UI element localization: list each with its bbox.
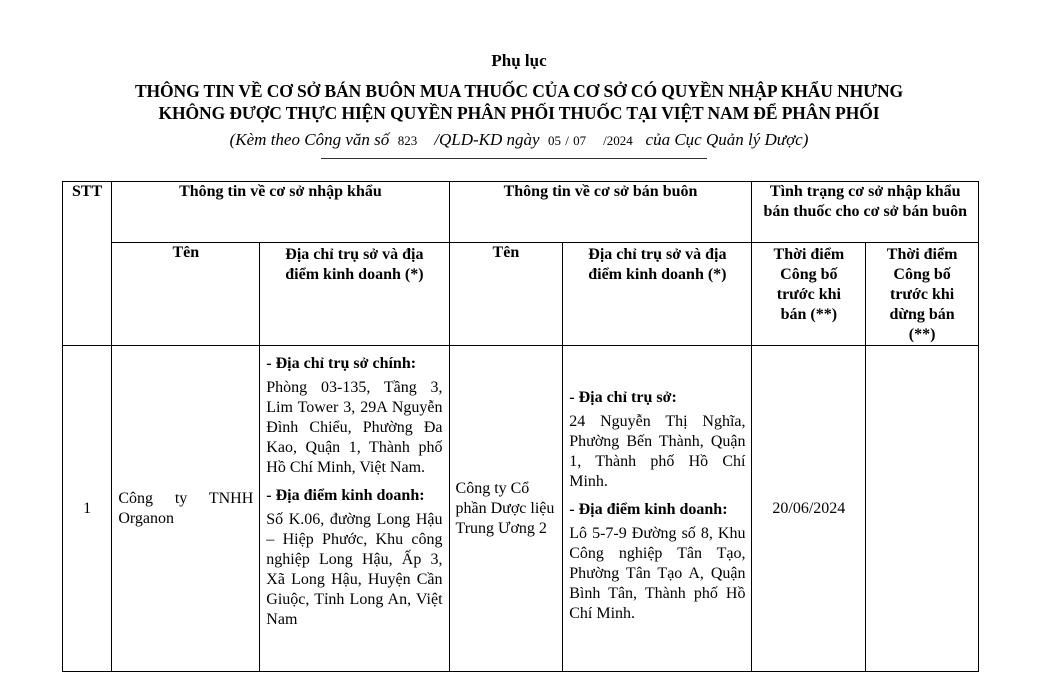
cell-wholesaler-name: Công ty Cổ phần Dược liệu Trung Ương 2: [449, 346, 563, 672]
cell-importer-address: [260, 346, 449, 672]
wholesaler-biz-address: Lô 5-7-9 Đường số 8, Khu Công nghiệp Tân Tạo, Phường Tân Tạo A, Quận Bình Tân, Thành phố Hồ Chí Minh.: [569, 524, 746, 622]
header-row-group: [63, 182, 979, 243]
title-line-1: THÔNG TIN VỀ CƠ SỞ BÁN BUÔN MUA THUỐC CỦA CƠ SỞ CÓ QUYỀN NHẬP KHẨU NHƯNG: [134, 81, 904, 101]
table-row: [63, 346, 979, 672]
doc-number: 823: [397, 133, 418, 148]
title-line-2: KHÔNG ĐƯỢC THỰC HIỆN QUYỀN PHÂN PHỐI THUỐC TẠI VIỆT NAM ĐỂ PHÂN PHỐI: [158, 103, 880, 123]
document-subtitle: [0, 130, 1038, 150]
header-stt: STT: [63, 182, 112, 346]
header-announce-before-sale: Thời điểm Công bố trước khi bán (**): [752, 243, 866, 346]
cell-announce-before-sale: 20/06/2024: [752, 346, 866, 672]
importer-biz-label: - Địa điểm kinh doanh:: [266, 487, 425, 504]
doc-day: 05: [548, 133, 562, 148]
subtitle-underline: [321, 158, 707, 159]
importer-hq-label: - Địa chỉ trụ sở chính:: [266, 355, 417, 372]
header-row-columns: [63, 243, 979, 346]
subtitle-prefix: (Kèm theo Công văn số: [229, 130, 390, 149]
cell-stt: 1: [63, 346, 112, 672]
header-wholesaler-address: Địa chỉ trụ sở và địa điểm kinh doanh (*): [563, 243, 752, 346]
importer-hq-address: Phòng 03-135, Tầng 3, Lim Tower 3, 29A Nguyễn Đình Chiểu, Phường Đa Kao, Quận 1, Thành phố Hồ Chí Minh, Việt Nam.: [266, 379, 443, 476]
cell-importer-name: Công ty TNHH Organon: [112, 346, 260, 672]
header-importer-address: Địa chỉ trụ sở và địa điểm kinh doanh (*): [260, 243, 449, 346]
doc-month: 07: [573, 133, 587, 148]
doc-year: /2024: [603, 133, 633, 148]
header-importer-name: Tên: [112, 243, 260, 346]
doc-code: /QLD-KD ngày: [434, 130, 540, 149]
cell-announce-before-stop: [866, 346, 979, 672]
wholesaler-info-table: [62, 181, 979, 672]
date-separator: /: [565, 133, 569, 148]
appendix-label: Phụ lục: [491, 51, 547, 70]
wholesaler-hq-address: 24 Nguyễn Thị Nghĩa, Phường Bến Thành, Quận 1, Thành phố Hồ Chí Minh.: [569, 412, 746, 490]
header-importer-group: Thông tin về cơ sở nhập khẩu: [112, 182, 449, 243]
importer-biz-address: Số K.06, đường Long Hậu – Hiệp Phước, Khu công nghiệp Long Hậu, Ấp 3, Xã Long Hậu, Huyện Cần Giuộc, Tỉnh Long An, Việt Nam: [266, 511, 443, 628]
subtitle-suffix: của Cục Quản lý Dược): [645, 130, 809, 149]
document-title: [0, 80, 1038, 124]
wholesaler-biz-label: - Địa điểm kinh doanh:: [569, 500, 728, 518]
header-wholesaler-group: Thông tin về cơ sở bán buôn: [449, 182, 752, 243]
header-announce-before-stop: Thời điểm Công bố trước khi dừng bán (**): [866, 243, 979, 346]
cell-wholesaler-address: [563, 346, 752, 672]
wholesaler-hq-label: - Địa chỉ trụ sở:: [569, 388, 677, 406]
header-wholesaler-name: Tên: [449, 243, 563, 346]
header-status-group: Tình trạng cơ sở nhập khẩu bán thuốc cho cơ sở bán buôn: [752, 182, 979, 243]
